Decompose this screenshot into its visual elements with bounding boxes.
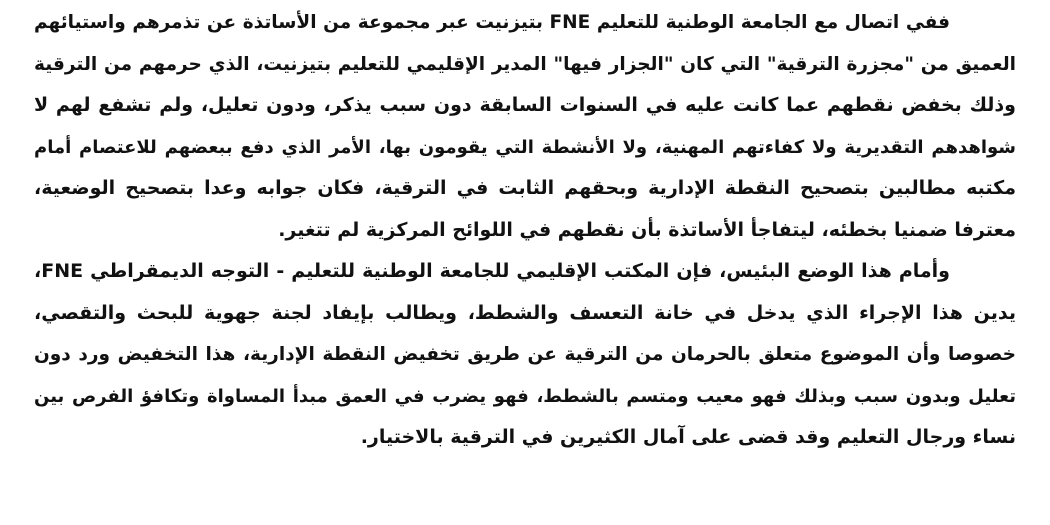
- text-line: خصوصا وأن الموضوع متعلق بالحرمان من الترقية عن طريق تخفيض النقطة الإدارية، هذا التخفيض ورد دون: [34, 344, 1016, 365]
- paragraph-2: [34, 251, 1016, 459]
- text-line: مكتبه مطالبين بتصحيح النقطة الإدارية وبحقهم الثابت في الترقية، فكان جوابه وعدا بتصحيح الوضعية،: [34, 177, 1016, 199]
- text-line: ففي اتصال مع الجامعة الوطنية للتعليم FNE بتيزنيت عبر مجموعة من الأساتذة عن تذمرهم واستيائهم: [34, 12, 950, 33]
- paragraph-1: [34, 2, 1016, 251]
- text-line: يدين هذا الإجراء الذي يدخل في خانة التعسف والشطط، ويطالب بإيفاد لجنة جهوية للبحث والتقصي،: [34, 301, 1016, 324]
- text-line: نساء ورجال التعليم وقد قضى على آمال الكثيرين في الترقية بالاختيار.: [360, 426, 1016, 448]
- text-line: وذلك بخفض نقطهم عما كانت عليه في السنوات السابقة دون سبب يذكر، ودون تعليل، ولم تشفع لهم لا: [34, 94, 1016, 116]
- text-line: معترفا ضمنيا بخطئه، ليتفاجأ الأساتذة بأن نقطهم في اللوائح المركزية لم تتغير.: [278, 218, 1016, 241]
- text-line: وأمام هذا الوضع البئيس، فإن المكتب الإقليمي للجامعة الوطنية للتعليم - التوجه الديمقراطي FNE،: [34, 260, 950, 282]
- article-body: [34, 2, 1016, 459]
- text-line: العميق من "مجزرة الترقية" التي كان "الجزار فيها" المدير الإقليمي للتعليم بتيزنيت، الذي حرمهم من الترقية: [34, 53, 1016, 75]
- text-line: شواهدهم التقديرية ولا كفاءتهم المهنية، ولا الأنشطة التي يقومون بها، الأمر الذي دفع ببعضهم للاعتصام أمام: [34, 136, 1016, 158]
- text-line: تعليل وبدون سبب وبذلك فهو معيب ومتسم بالشطط، فهو يضرب في العمق مبدأ المساواة وتكافؤ الفرص بين: [34, 385, 1016, 407]
